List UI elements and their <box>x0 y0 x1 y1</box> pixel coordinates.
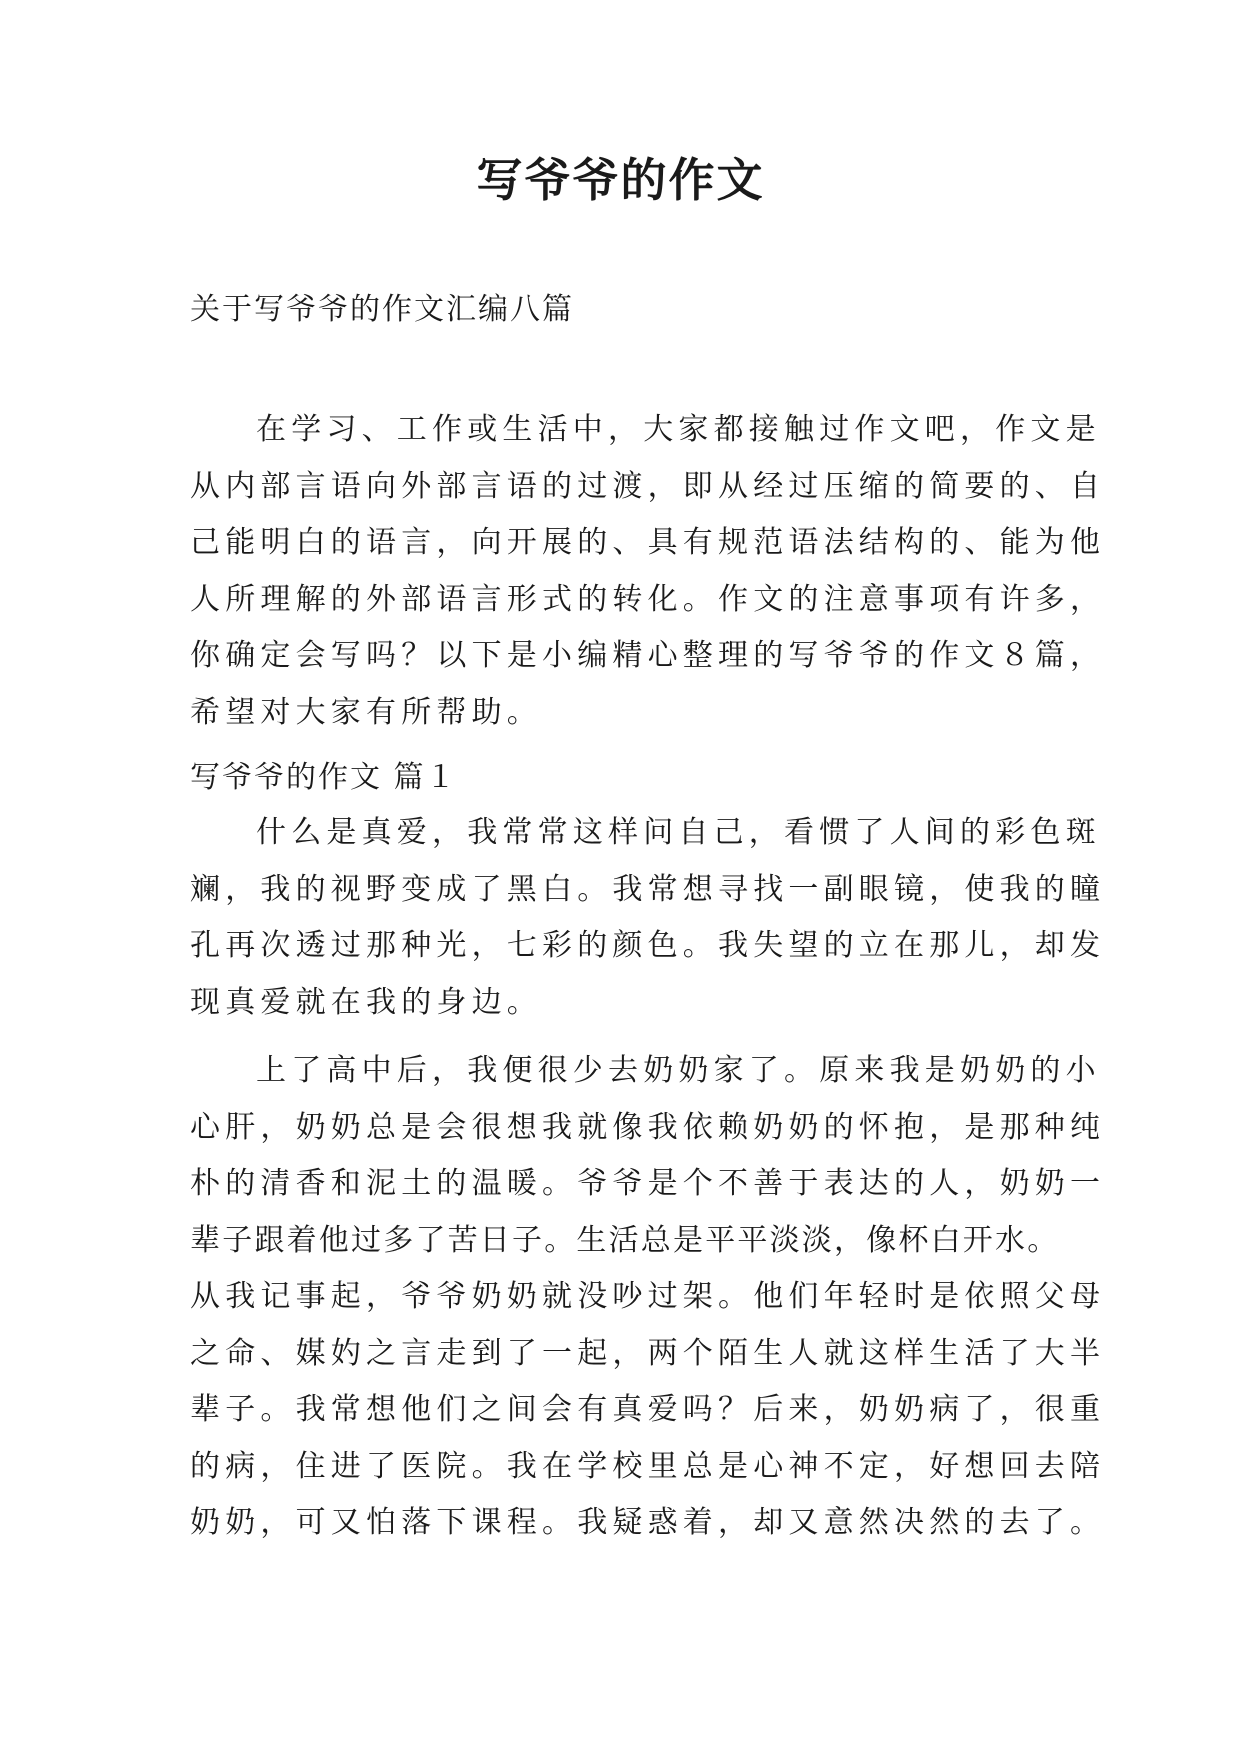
intro-paragraph <box>190 402 1106 741</box>
text-line: 从我记事起，爷爷奶奶就没吵过架。他们年轻时是依照父母 <box>190 1279 1106 1314</box>
text-line: 辈子跟着他过多了苦日子。生活总是平平淡淡，像杯白开水。 <box>190 1222 1060 1258</box>
text-line: 辈子。我常想他们之间会有真爱吗？后来，奶奶病了，很重 <box>190 1392 1106 1427</box>
document-subtitle: 关于写爷爷的作文汇编八篇 <box>190 292 574 327</box>
text-line: 孔再次透过那种光，七彩的颜色。我失望的立在那儿，却发 <box>190 928 1106 963</box>
text-line: 奶奶，可又怕落下课程。我疑惑着，却又意然决然的去了。 <box>190 1505 1106 1540</box>
essay-paragraph-2 <box>190 1043 1106 1552</box>
text-line: 现真爱就在我的身边。 <box>190 984 542 1020</box>
text-line: 上了高中后，我便很少去奶奶家了。原来我是奶奶的小 <box>256 1053 1101 1088</box>
text-line: 斓，我的视野变成了黑白。我常想寻找一副眼镜，使我的瞳 <box>190 871 1106 907</box>
text-line: 希望对大家有所帮助。 <box>190 694 542 730</box>
text-line: 人所理解的外部语言形式的转化。作文的注意事项有许多， <box>190 581 1106 617</box>
text-line: 心肝，奶奶总是会很想我就像我依赖奶奶的怀抱，是那种纯 <box>190 1109 1106 1145</box>
text-line: 的病，住进了医院。我在学校里总是心神不定，好想回去陪 <box>190 1448 1106 1484</box>
text-line: 之命、媒妁之言走到了一起，两个陌生人就这样生活了大半 <box>190 1335 1106 1371</box>
text-line: 什么是真爱，我常常这样问自己，看惯了人间的彩色斑 <box>256 815 1101 850</box>
text-line: 在学习、工作或生活中，大家都接触过作文吧，作文是 <box>256 412 1101 447</box>
essay-paragraph-1 <box>190 805 1106 1031</box>
section-heading: 写爷爷的作文 篇１ <box>190 760 458 795</box>
text-line: 朴的清香和泥土的温暖。爷爷是个不善于表达的人，奶奶一 <box>190 1166 1106 1201</box>
document-title: 写爷爷的作文 <box>476 153 765 207</box>
text-line: 己能明白的语言，向开展的、具有规范语法结构的、能为他 <box>190 525 1106 560</box>
text-line: 从内部言语向外部言语的过渡，即从经过压缩的简要的、自 <box>190 468 1106 504</box>
section-heading-block <box>190 750 1070 807</box>
text-line: 你确定会写吗？以下是小编精心整理的写爷爷的作文８篇， <box>190 638 1106 673</box>
